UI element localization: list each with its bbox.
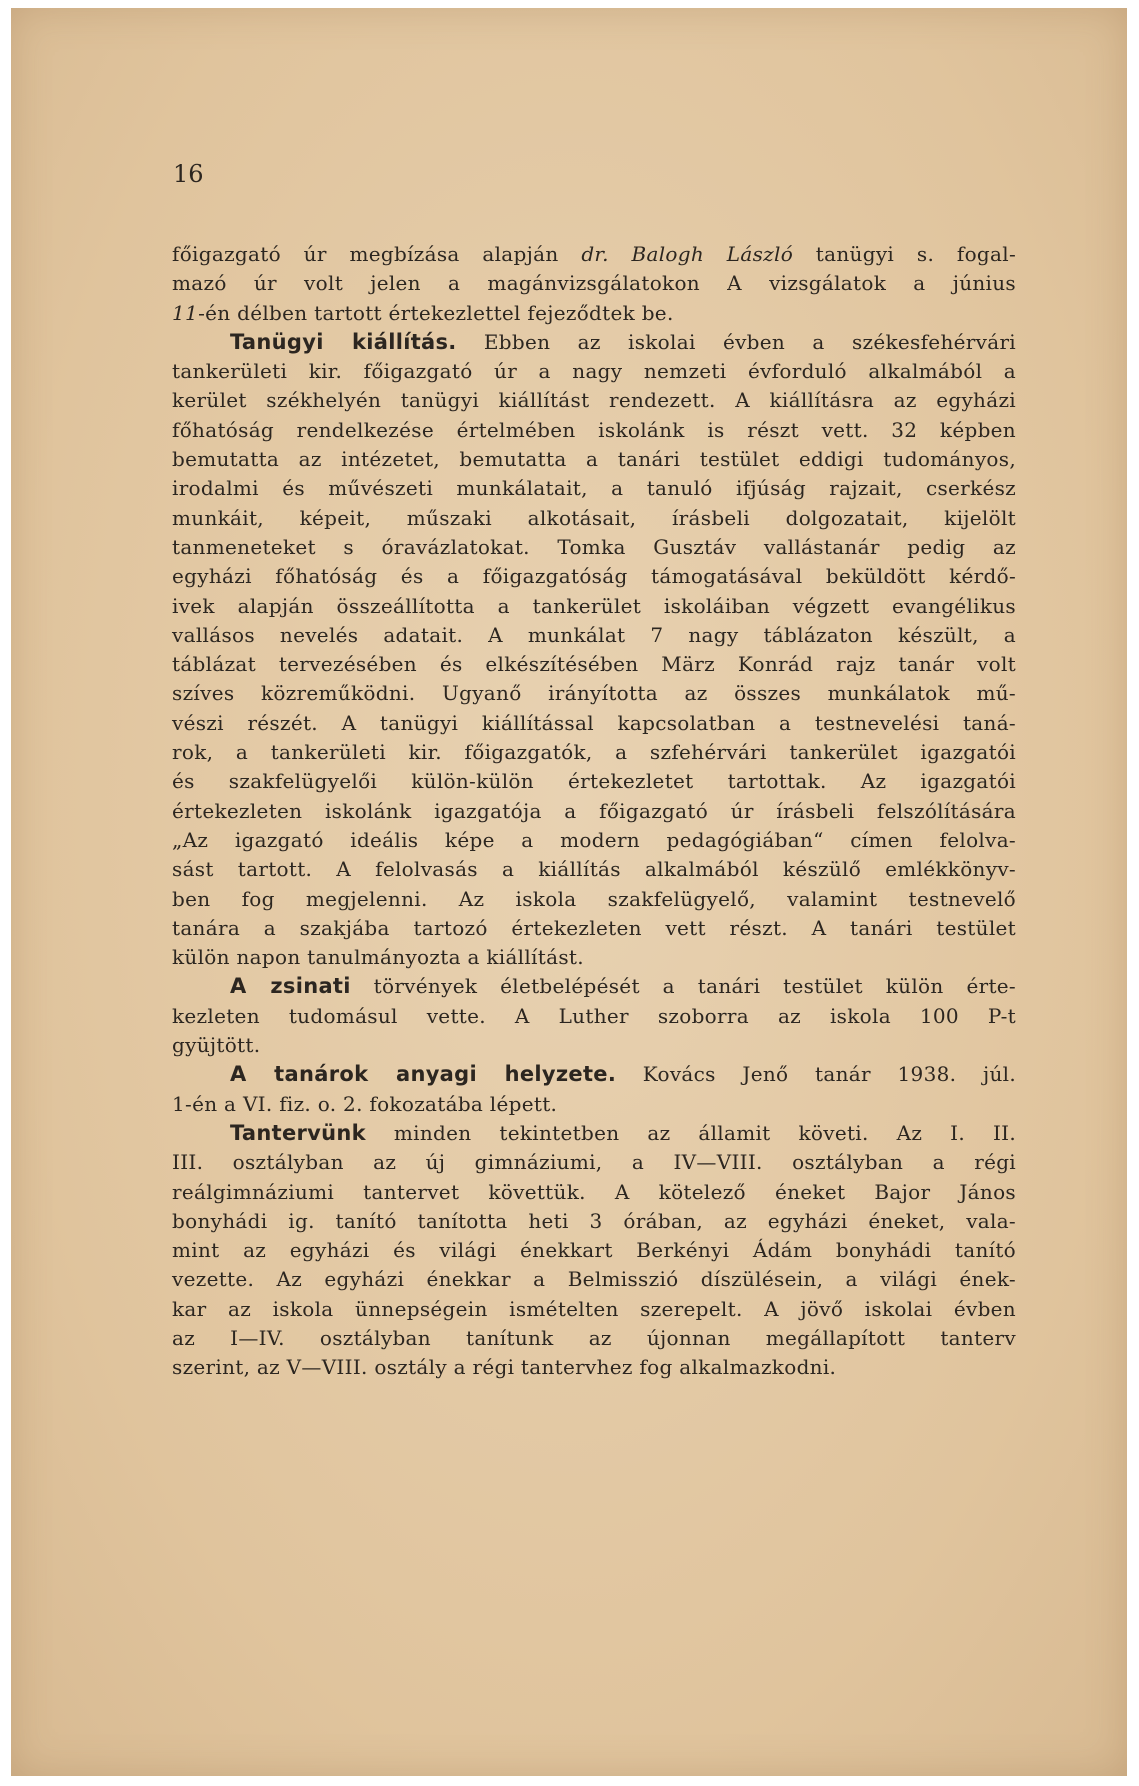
- text-segment: minden tekintetben az államit követi. Az I. II.: [365, 1120, 1016, 1145]
- text-line: [172, 1002, 1016, 1031]
- text-line: [172, 797, 1016, 826]
- text-line: [172, 474, 1016, 503]
- text-segment: ivek alapján összeállította a tankerület iskoláiban végzett evangélikus: [172, 593, 1016, 618]
- text-line: [172, 855, 1016, 884]
- text-line: [172, 1178, 1016, 1207]
- text-segment: vészi részét. A tanügyi kiállítással kapcsolatban a testnevelési taná-: [172, 710, 1016, 735]
- text-segment: 1-én a VI. fiz. o. 2. fokozatába lépett.: [172, 1091, 558, 1116]
- text-line: [172, 1031, 1016, 1060]
- text-line: [172, 650, 1016, 679]
- text-line: [172, 1324, 1016, 1353]
- text-line: [172, 709, 1016, 738]
- text-segment: irodalmi és művészeti munkálatait, a tanuló ifjúság rajzait, cserkész: [172, 476, 1016, 501]
- section-heading: Tanügyi kiállítás.: [230, 329, 457, 354]
- section-heading: A zsinati: [230, 974, 351, 999]
- text-line: [172, 1353, 1016, 1382]
- text-segment: külön napon tanulmányozta a kiállítást.: [172, 945, 584, 970]
- text-segment: rok, a tankerületi kir. főigazgatók, a szfehérvári tankerület igazgatói: [172, 740, 1016, 765]
- text-segment: és szakfelügyelői külön-külön értekezletet tartottak. Az igazgatói: [172, 769, 1016, 794]
- text-line: [172, 533, 1016, 562]
- text-line: [172, 621, 1016, 650]
- text-line: [172, 1119, 1016, 1148]
- text-segment: értekezleten iskolánk igazgatója a főigazgató úr írásbeli felszólítására: [172, 798, 1016, 823]
- text-segment: tankerületi kir. főigazgató úr a nagy nemzeti évforduló alkalmából a: [172, 359, 1016, 384]
- text-segment: bemutatta az intézetet, bemutatta a tanári testület eddigi tudományos,: [172, 447, 1016, 472]
- text-segment: reálgimnáziumi tantervet követtük. A kötelező éneket Bajor János: [172, 1179, 1016, 1204]
- text-segment: sást tartott. A felolvasás a kiállítás alkalmából készülő emlékkönyv-: [172, 857, 1016, 882]
- text-segment: tanügyi s. fogal-: [793, 242, 1016, 266]
- text-line: [172, 767, 1016, 796]
- paragraph: [172, 1119, 1016, 1383]
- text-segment: kerület székhelyén tanügyi kiállítást rendezett. A kiállításra az egyházi: [172, 388, 1016, 413]
- text-segment: egyházi főhatóság és a főigazgatóság támogatásával beküldött kérdő-: [172, 564, 1016, 589]
- paragraph: [172, 1060, 1016, 1119]
- text-segment: III. osztályban az új gimnáziumi, a IV—VIII. osztályban a régi: [172, 1150, 1016, 1175]
- text-segment: tanmeneteket s óravázlatokat. Tomka Gusztáv vallástanár pedig az: [172, 534, 1016, 559]
- text-line: [172, 240, 1016, 269]
- text-segment: -én délben tartott értekezlettel fejeződtek be.: [198, 300, 674, 325]
- text-segment: „Az igazgató ideális képe a modern pedagógiában“ címen felolva-: [172, 827, 1016, 852]
- text-line: [172, 914, 1016, 943]
- text-segment: ben fog megjelenni. Az iskola szakfelügyelő, valamint testnevelő: [172, 886, 1016, 911]
- text-line: [172, 504, 1016, 533]
- text-line: [172, 738, 1016, 767]
- text-line: [172, 357, 1016, 386]
- text-line: [172, 826, 1016, 855]
- text-segment: Kovács Jenő tanár 1938. júl.: [616, 1062, 1016, 1087]
- section-heading: Tantervünk: [230, 1120, 366, 1145]
- text-line: [172, 1148, 1016, 1177]
- text-line: [172, 679, 1016, 708]
- paragraph: [172, 240, 1016, 328]
- text-segment: kar az iskola ünnepségein ismételten szerepelt. A jövő iskolai évben: [172, 1296, 1016, 1321]
- text-line: [172, 1060, 1016, 1089]
- text-segment: főhatóság rendelkezése értelmében iskolánk is részt vett. 32 képben: [172, 417, 1016, 442]
- text-line: [172, 885, 1016, 914]
- text-segment: törvények életbelépését a tanári testület külön érte-: [350, 974, 1016, 999]
- body-text: [172, 240, 1016, 1383]
- paragraph: [172, 972, 1016, 1060]
- text-line: [172, 416, 1016, 445]
- text-segment: munkáit, képeit, műszaki alkotásait, írásbeli dolgozatait, kijelölt: [172, 505, 1016, 530]
- text-segment: szíves közreműködni. Ugyanő irányította az összes munkálatok mű-: [172, 681, 1016, 706]
- text-line: [172, 562, 1016, 591]
- text-line: [172, 445, 1016, 474]
- text-segment: bonyhádi ig. tanító tanította heti 3 órában, az egyházi éneket, vala-: [172, 1208, 1016, 1233]
- text-segment: kezleten tudomásul vette. A Luther szoborra az iskola 100 P-t: [172, 1003, 1016, 1028]
- page-number: 16: [173, 160, 204, 188]
- text-segment: Ebben az iskolai évben a székesfehérvári: [456, 329, 1016, 354]
- text-segment: az I—IV. osztályban tanítunk az újonnan megállapított tanterv: [172, 1325, 1016, 1350]
- text-segment: 11: [172, 300, 199, 325]
- text-segment: mazó úr volt jelen a magánvizsgálatokon A vizsgálatok a június: [172, 271, 1016, 296]
- text-segment: mint az egyházi és világi énekkart Berkényi Ádám bonyhádi tanító: [172, 1238, 1016, 1263]
- text-line: [172, 1265, 1016, 1294]
- text-segment: vallásos nevelés adatait. A munkálat 7 nagy táblázaton készült, a: [172, 622, 1016, 647]
- section-heading: A tanárok anyagi helyzete.: [230, 1062, 617, 1087]
- text-line: [172, 269, 1016, 298]
- text-line: [172, 299, 1016, 328]
- text-line: [172, 1236, 1016, 1265]
- paragraph: [172, 328, 1016, 973]
- text-line: [172, 328, 1016, 357]
- text-line: [172, 386, 1016, 415]
- text-segment: gyüjtött.: [172, 1033, 261, 1058]
- text-line: [172, 1295, 1016, 1324]
- text-segment: főigazgató úr megbízása alapján: [172, 242, 582, 266]
- text-segment: táblázat tervezésében és elkészítésében März Konrád rajz tanár volt: [172, 652, 1016, 677]
- text-segment: tanára a szakjába tartozó értekezleten vett részt. A tanári testület: [172, 915, 1016, 940]
- text-line: [172, 943, 1016, 972]
- text-line: [172, 972, 1016, 1001]
- book-page: [11, 8, 1127, 1776]
- text-segment: vezette. Az egyházi énekkar a Belmisszió díszülésein, a világi ének-: [172, 1267, 1016, 1292]
- text-segment: szerint, az V—VIII. osztály a régi tantervhez fog alkalmazkodni.: [172, 1355, 837, 1380]
- text-line: [172, 1207, 1016, 1236]
- text-segment: dr. Balogh László: [581, 242, 794, 266]
- text-line: [172, 592, 1016, 621]
- text-line: [172, 1090, 1016, 1119]
